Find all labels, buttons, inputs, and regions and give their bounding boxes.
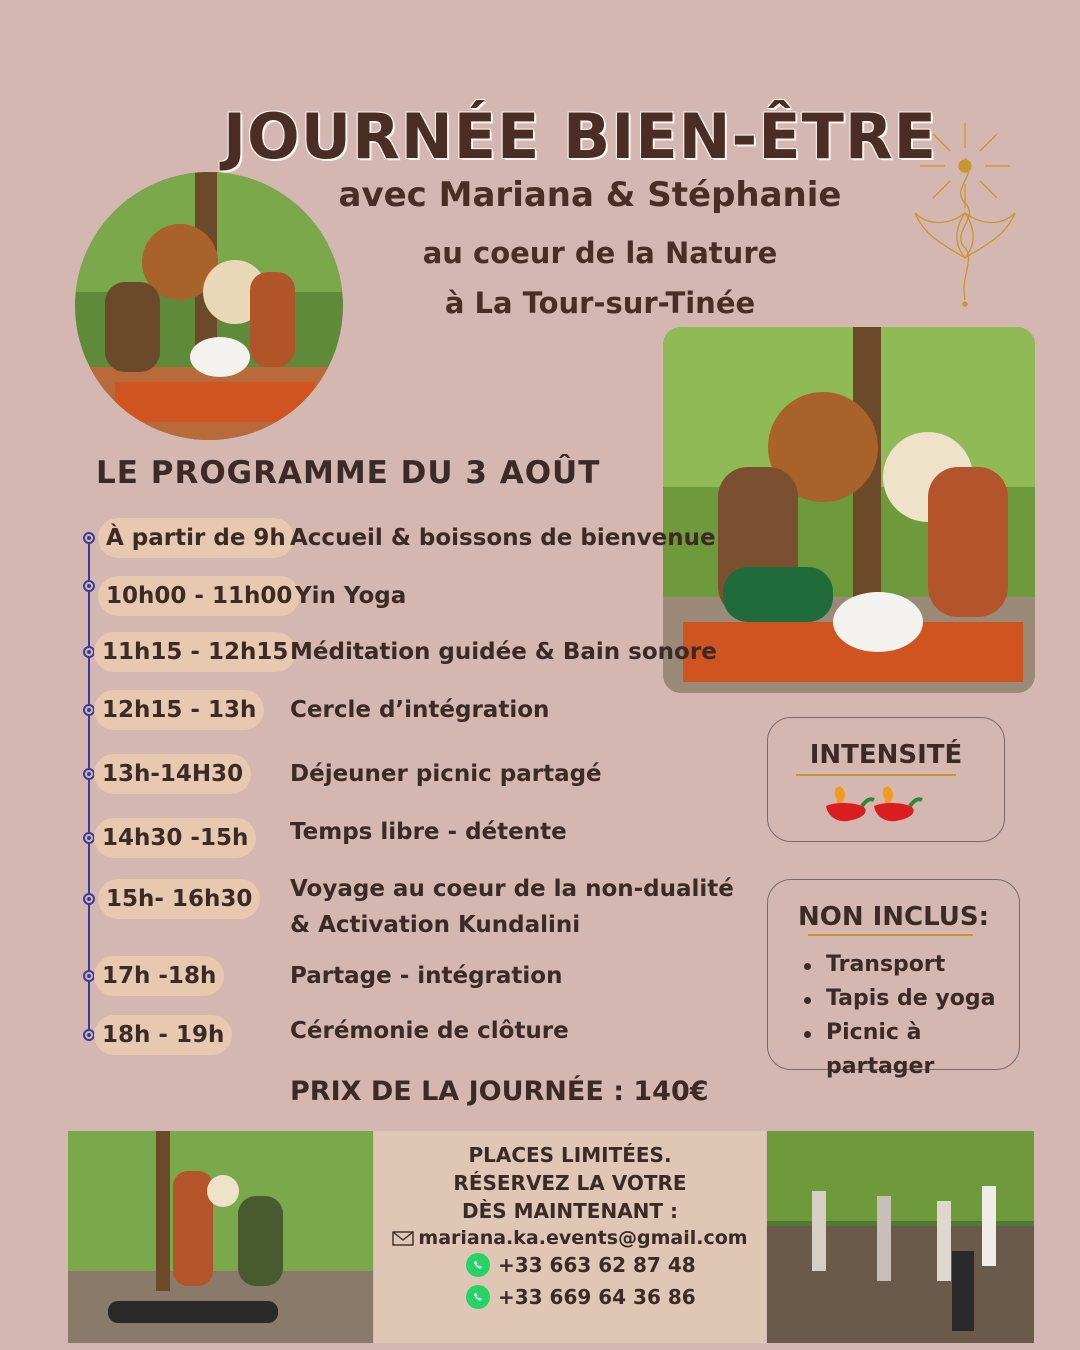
schedule-time: 13h-14H30 bbox=[94, 754, 251, 794]
schedule-row bbox=[80, 690, 680, 730]
whatsapp-icon bbox=[466, 1253, 490, 1277]
phone-row-2[interactable] bbox=[466, 1285, 696, 1309]
tagline-nature: au coeur de la Nature bbox=[422, 236, 778, 270]
tagline-location: à La Tour-sur-Tinée bbox=[444, 286, 756, 320]
not-included-list bbox=[804, 948, 1019, 1084]
subtitle: avec Mariana & Stéphanie bbox=[338, 175, 842, 215]
whatsapp-icon bbox=[466, 1285, 490, 1309]
schedule-activity: Cérémonie de clôture bbox=[290, 1018, 569, 1044]
email-row[interactable] bbox=[374, 1227, 766, 1249]
not-included-underline bbox=[808, 934, 973, 936]
schedule-time: 15h- 16h30 bbox=[98, 879, 260, 919]
schedule-row bbox=[80, 956, 680, 996]
program-title: LE PROGRAMME DU 3 AOÛT bbox=[96, 455, 601, 491]
envelope-icon bbox=[392, 1231, 414, 1246]
photo-yoga-group bbox=[767, 1131, 1034, 1343]
intensity-box bbox=[767, 717, 1005, 842]
schedule-time: 14h30 -15h bbox=[94, 818, 256, 858]
schedule-row bbox=[80, 576, 680, 616]
contact-line-2: RÉSERVEZ LA VOTRE bbox=[453, 1171, 687, 1195]
page-title: JOURNÉE BIEN-ÊTRE bbox=[222, 100, 938, 173]
schedule-time: 17h -18h bbox=[94, 956, 224, 996]
timeline-dot-icon bbox=[83, 580, 95, 592]
schedule-time: À partir de 9h bbox=[98, 518, 294, 558]
photo-healing-session bbox=[68, 1131, 373, 1343]
schedule-activity: Cercle d’intégration bbox=[290, 697, 550, 723]
snake-lotus-ornament bbox=[905, 118, 1025, 308]
chili-pepper-icon bbox=[870, 784, 926, 832]
photo-drummers-circle bbox=[75, 172, 343, 440]
schedule-row bbox=[80, 818, 680, 858]
contact-line-3: DÈS MAINTENANT : bbox=[461, 1199, 679, 1223]
not-included-box bbox=[767, 879, 1020, 1079]
intensity-title: INTENSITÉ bbox=[809, 740, 963, 770]
timeline-dot-icon bbox=[83, 893, 95, 905]
contact-line-1: PLACES LIMITÉES. bbox=[468, 1143, 672, 1167]
price-label: PRIX DE LA JOURNÉE : 140€ bbox=[290, 1076, 709, 1107]
list-item: Tapis de yoga bbox=[804, 982, 1019, 1016]
schedule-time: 10h00 - 11h00 bbox=[98, 576, 300, 616]
schedule-row bbox=[80, 632, 717, 672]
schedule-activity-line2: & Activation Kundalini bbox=[290, 912, 581, 938]
intensity-underline bbox=[796, 774, 956, 776]
schedule-activity: Temps libre - détente bbox=[290, 819, 567, 845]
contact-panel bbox=[374, 1131, 766, 1343]
schedule-activity: Yin Yoga bbox=[295, 583, 407, 609]
timeline-dot-icon bbox=[83, 532, 95, 544]
phone-row-1[interactable] bbox=[466, 1253, 696, 1277]
schedule-row bbox=[80, 876, 734, 959]
schedule-activity: Méditation guidée & Bain sonore bbox=[290, 639, 717, 665]
list-item: Transport bbox=[804, 948, 1019, 982]
phone-number[interactable]: +33 669 64 36 86 bbox=[498, 1285, 696, 1309]
phone-number[interactable]: +33 663 62 87 48 bbox=[498, 1253, 696, 1277]
schedule-time: 11h15 - 12h15 bbox=[94, 632, 296, 672]
schedule-row bbox=[80, 1015, 680, 1055]
photo-drummers-main bbox=[663, 327, 1035, 693]
schedule-activity: Voyage au coeur de la non-dualité bbox=[290, 876, 734, 902]
schedule-row bbox=[80, 518, 716, 558]
not-included-title: NON INCLUS: bbox=[797, 902, 990, 932]
schedule-time: 18h - 19h bbox=[94, 1015, 232, 1055]
schedule-row bbox=[80, 754, 680, 794]
list-item: Picnic à partager bbox=[804, 1016, 1019, 1084]
email-link[interactable]: mariana.ka.events@gmail.com bbox=[418, 1227, 748, 1249]
schedule-time: 12h15 - 13h bbox=[94, 690, 264, 730]
schedule-activity: Déjeuner picnic partagé bbox=[290, 761, 602, 787]
schedule-activity: Accueil & boissons de bienvenue bbox=[290, 525, 716, 551]
schedule-activity: Partage - intégration bbox=[290, 963, 563, 989]
